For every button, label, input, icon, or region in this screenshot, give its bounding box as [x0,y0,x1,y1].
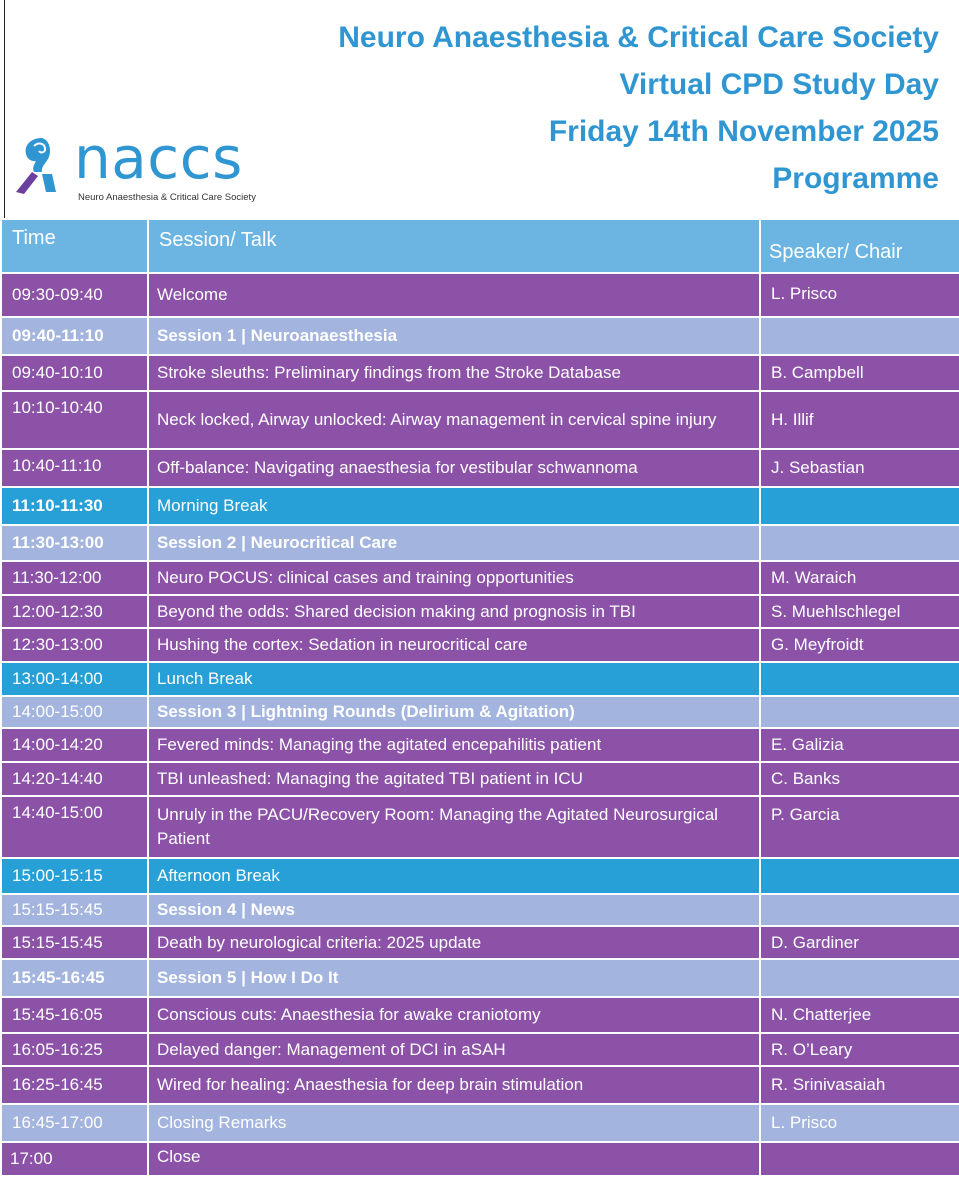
row-speaker [760,662,959,696]
row-speaker: H. Illif [760,391,959,449]
row-speaker: C. Banks [760,762,959,796]
row-speaker [760,487,959,525]
naccs-logo [12,124,272,207]
row-speaker [760,696,959,728]
table-row-session [1,317,959,355]
row-time: 11:30-12:00 [1,561,148,595]
row-title: Session 2 | Neurocritical Care [148,525,760,561]
table-row-session [1,525,959,561]
page-left-rule [4,0,5,218]
row-title: Session 1 | Neuroanaesthesia [148,317,760,355]
row-speaker: L. Prisco [760,1104,959,1142]
row-title: Neck locked, Airway unlocked: Airway management in cervical spine injury [148,391,760,449]
row-speaker: M. Waraich [760,561,959,595]
row-time: 16:45-17:00 [1,1104,148,1142]
table-row [1,391,959,449]
row-title: Welcome [148,273,760,317]
row-time: 09:40-10:10 [1,355,148,391]
row-speaker [760,894,959,926]
table-header-row [1,219,959,273]
row-time: 14:00-14:20 [1,728,148,762]
row-time: 12:30-13:00 [1,628,148,662]
row-speaker [760,1142,959,1176]
row-speaker: D. Gardiner [760,926,959,959]
table-row [1,997,959,1033]
row-title: Morning Break [148,487,760,525]
row-title: Death by neurological criteria: 2025 update [148,926,760,959]
table-row [1,628,959,662]
event-date: Friday 14th November 2025 [548,115,939,148]
logo-wordmark: naccs [74,124,243,192]
column-header-session: Session/ Talk [148,219,760,273]
row-title: Off-balance: Navigating anaesthesia for vestibular schwannoma [148,449,760,487]
row-title: Neuro POCUS: clinical cases and training opportunities [148,561,760,595]
row-speaker [760,317,959,355]
logo-subtitle: Neuro Anaesthesia & Critical Care Society [78,192,256,203]
event-title-block [338,14,939,202]
row-speaker: L. Prisco [760,273,959,317]
row-title: Session 4 | News [148,894,760,926]
table-row [1,728,959,762]
table-row [1,762,959,796]
programme-table [0,218,959,1177]
row-time: 17:00 [1,1142,148,1176]
row-time: 14:20-14:40 [1,762,148,796]
column-header-speaker: Speaker/ Chair [760,219,959,273]
row-time: 09:40-11:10 [1,317,148,355]
row-title: Stroke sleuths: Preliminary findings from the Stroke Database [148,355,760,391]
row-title: Close [148,1142,760,1176]
row-time: 14:00-15:00 [1,696,148,728]
head-silhouette-icon [12,132,72,197]
row-title: Unruly in the PACU/Recovery Room: Managing the Agitated Neurosurgical Patient [148,796,760,858]
row-time: 10:40-11:10 [1,449,148,487]
row-speaker: R. Srinivasaiah [760,1066,959,1104]
table-row [1,449,959,487]
row-title: Hushing the cortex: Sedation in neurocritical care [148,628,760,662]
row-speaker: G. Meyfroidt [760,628,959,662]
row-speaker: J. Sebastian [760,449,959,487]
table-row [1,595,959,628]
table-row-break [1,662,959,696]
row-speaker: P. Garcia [760,796,959,858]
table-row [1,355,959,391]
society-name: Neuro Anaesthesia & Critical Care Society [338,21,939,54]
table-row-break [1,858,959,894]
row-title: Session 3 | Lightning Rounds (Delirium & Agitation) [148,696,760,728]
row-time: 15:15-15:45 [1,894,148,926]
row-speaker: N. Chatterjee [760,997,959,1033]
table-row [1,1033,959,1066]
row-speaker [760,959,959,997]
row-title: Beyond the odds: Shared decision making and prognosis in TBI [148,595,760,628]
table-row [1,796,959,858]
table-row-session [1,696,959,728]
programme-heading: Programme [772,162,939,195]
row-title: TBI unleashed: Managing the agitated TBI patient in ICU [148,762,760,796]
row-title: Lunch Break [148,662,760,696]
row-title: Session 5 | How I Do It [148,959,760,997]
table-row-session [1,894,959,926]
row-title: Fevered minds: Managing the agitated encepahilitis patient [148,728,760,762]
row-time: 15:45-16:05 [1,997,148,1033]
row-speaker [760,858,959,894]
row-speaker: S. Muehlschlegel [760,595,959,628]
row-speaker: E. Galizia [760,728,959,762]
row-time: 12:00-12:30 [1,595,148,628]
row-time: 10:10-10:40 [1,391,148,449]
row-speaker: R. O’Leary [760,1033,959,1066]
row-time: 13:00-14:00 [1,662,148,696]
table-row-session [1,959,959,997]
row-time: 11:30-13:00 [1,525,148,561]
row-title: Delayed danger: Management of DCI in aSAH [148,1033,760,1066]
row-time: 09:30-09:40 [1,273,148,317]
row-time: 14:40-15:00 [1,796,148,858]
row-time: 16:05-16:25 [1,1033,148,1066]
table-row [1,926,959,959]
row-time: 15:00-15:15 [1,858,148,894]
column-header-time: Time [1,219,148,273]
row-speaker: B. Campbell [760,355,959,391]
event-name: Virtual CPD Study Day [619,68,939,101]
table-row-closing [1,1104,959,1142]
row-time: 15:45-16:45 [1,959,148,997]
row-title: Afternoon Break [148,858,760,894]
table-row [1,273,959,317]
row-time: 15:15-15:45 [1,926,148,959]
table-row-break [1,487,959,525]
table-row [1,1066,959,1104]
row-title: Closing Remarks [148,1104,760,1142]
row-title: Wired for healing: Anaesthesia for deep brain stimulation [148,1066,760,1104]
row-time: 11:10-11:30 [1,487,148,525]
row-time: 16:25-16:45 [1,1066,148,1104]
table-row [1,1142,959,1176]
row-speaker [760,525,959,561]
table-row [1,561,959,595]
row-title: Conscious cuts: Anaesthesia for awake craniotomy [148,997,760,1033]
